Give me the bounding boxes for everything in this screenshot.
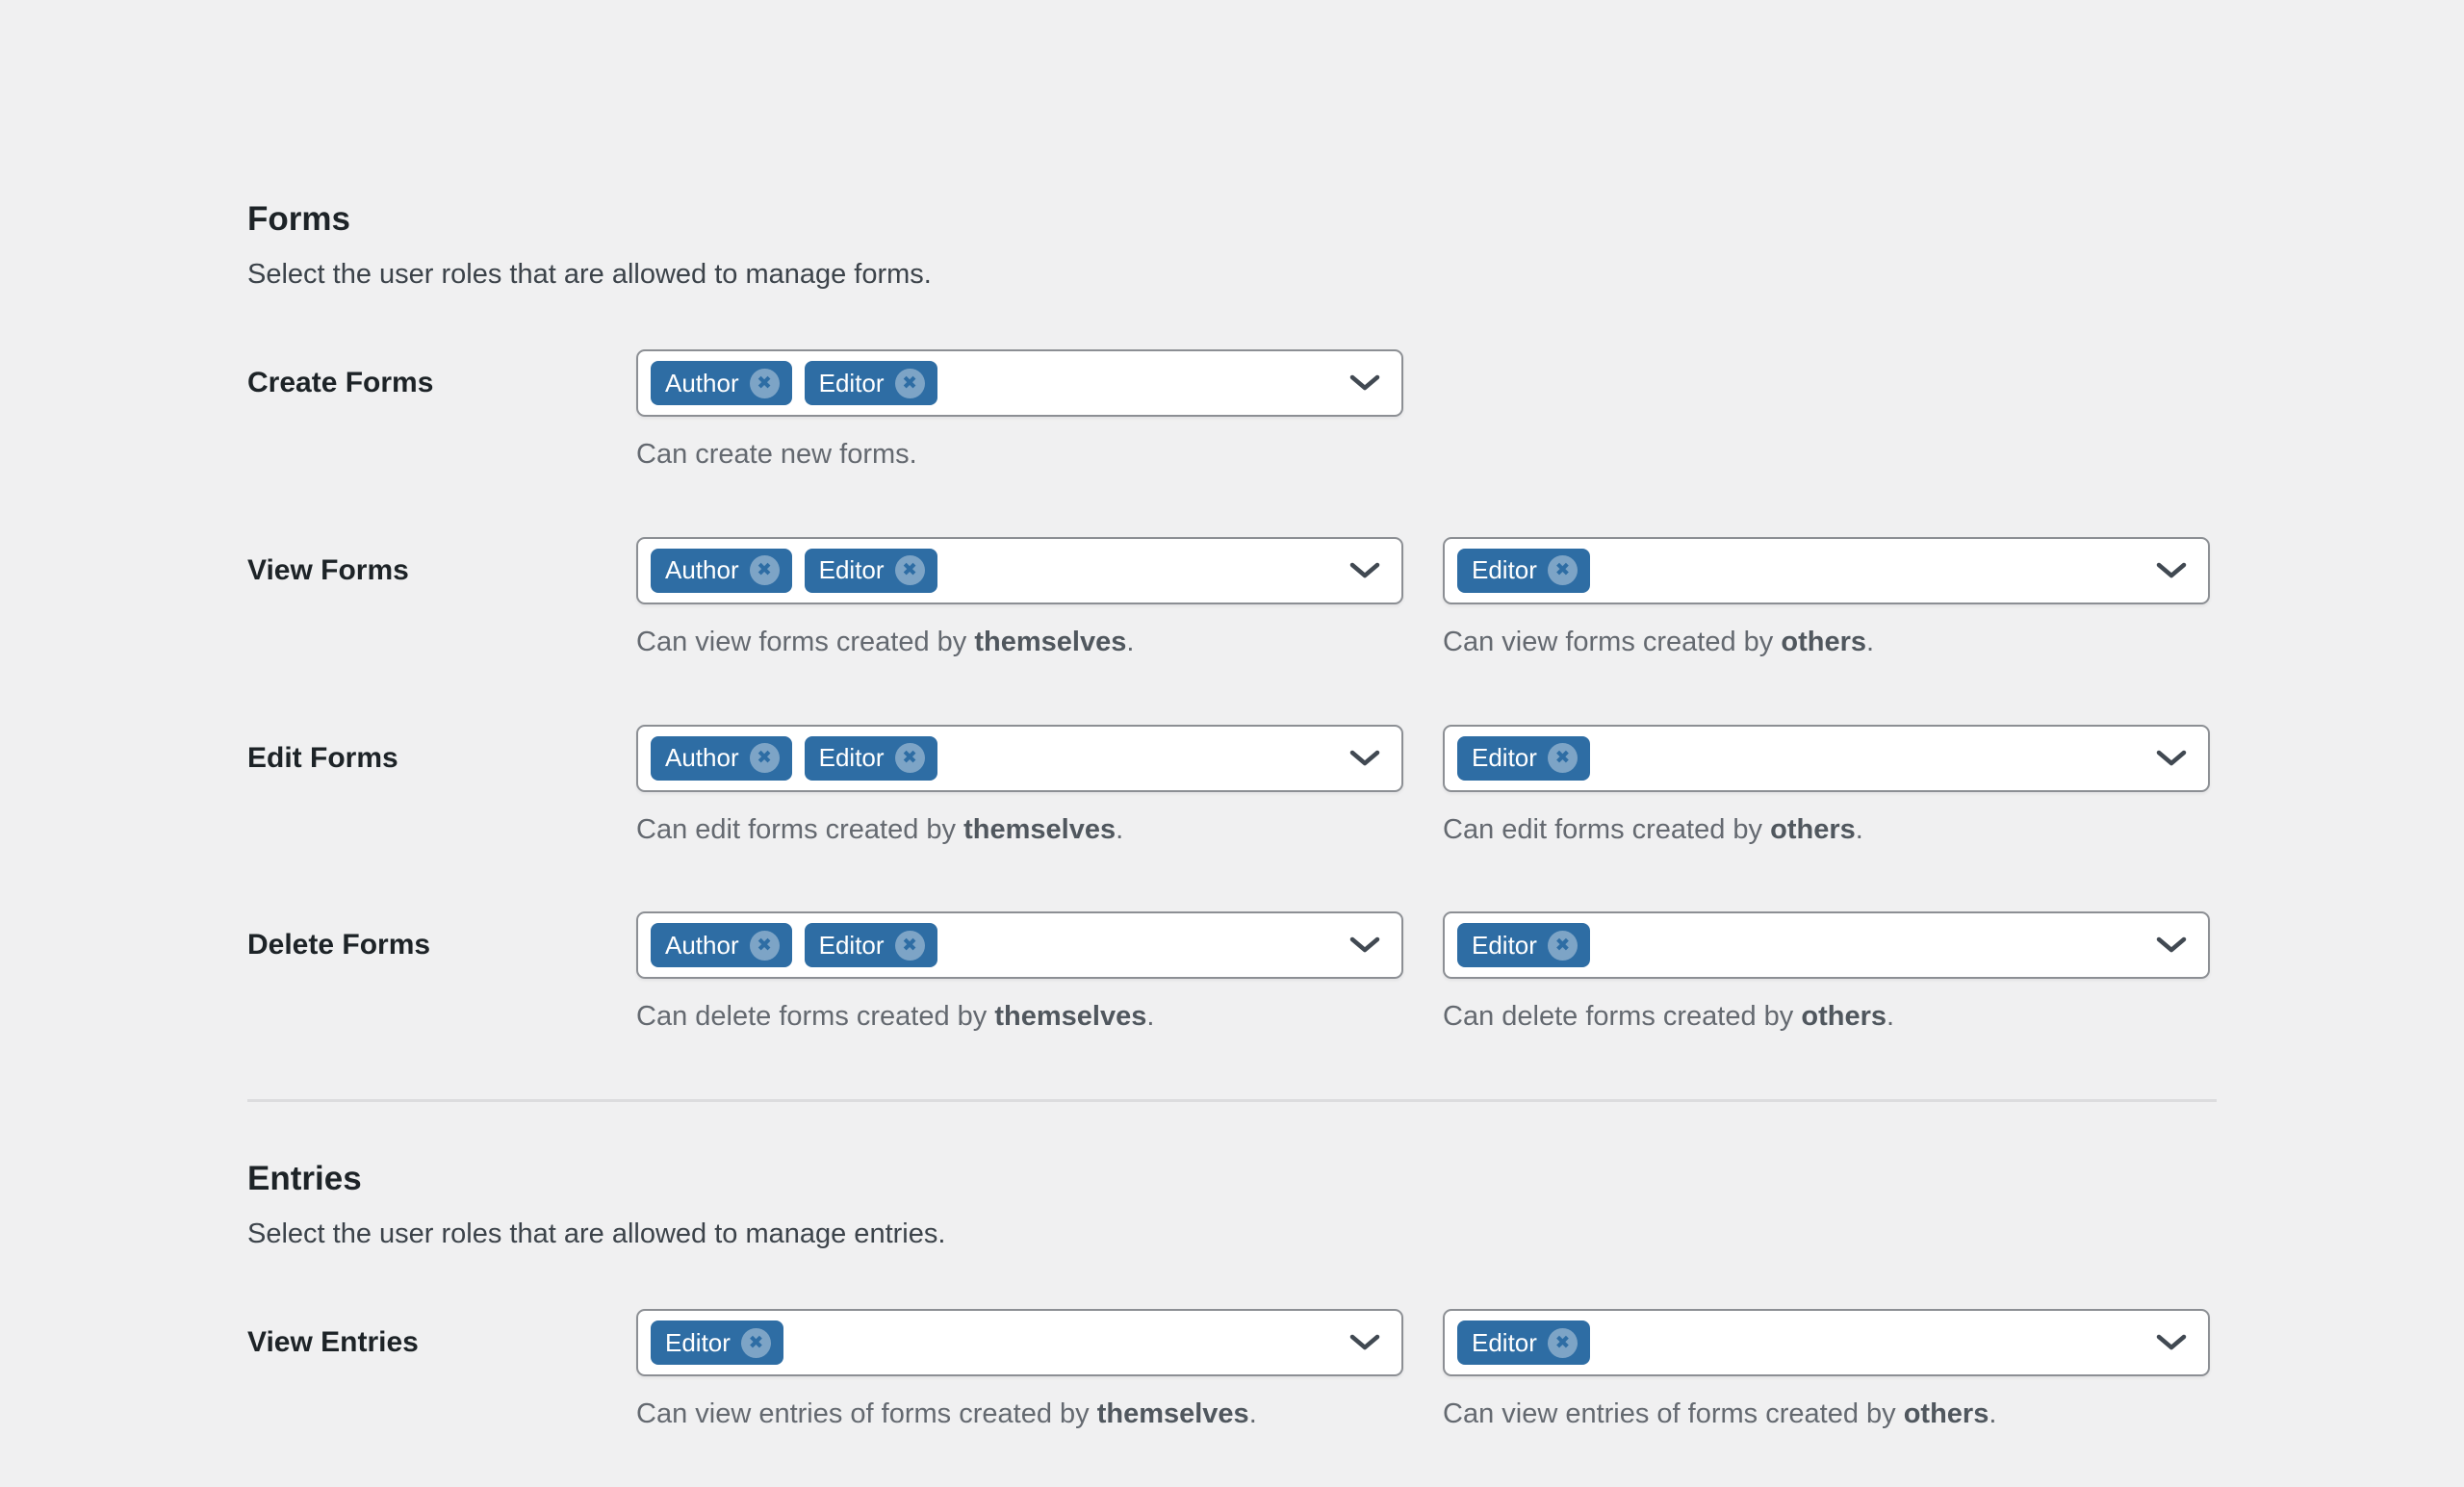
section-entries (247, 1158, 2217, 1431)
role-tag-label: Editor (818, 368, 885, 397)
role-tag (805, 923, 937, 967)
remove-tag-icon[interactable]: ✖ (895, 931, 925, 961)
helper-text: Can view entries of forms created by themselves. (636, 1398, 1257, 1430)
role-tag-label: Editor (1472, 930, 1537, 960)
remove-tag-icon[interactable]: ✖ (750, 931, 780, 961)
role-tag-label: Editor (818, 555, 885, 585)
permission-field-self (636, 725, 1403, 847)
create-forms-roles-select[interactable] (636, 349, 1403, 417)
chevron-down-icon[interactable] (2156, 1334, 2187, 1351)
permission-field-self (636, 911, 1403, 1034)
section-divider (247, 1099, 2217, 1102)
role-tag-label: Author (665, 743, 739, 773)
remove-tag-icon[interactable]: ✖ (1548, 743, 1578, 773)
setting-label-view-entries: View Entries (247, 1326, 419, 1359)
chevron-down-icon[interactable] (1349, 562, 1380, 579)
role-tag (805, 736, 937, 781)
row-fields (636, 537, 2210, 659)
view-forms-others-roles-select[interactable] (1443, 537, 2210, 604)
setting-row-view-entries (247, 1309, 2217, 1431)
remove-tag-icon[interactable]: ✖ (1548, 1328, 1578, 1358)
remove-tag-icon[interactable]: ✖ (895, 369, 925, 398)
helper-text: Can view forms created by themselves. (636, 626, 1135, 657)
remove-tag-icon[interactable]: ✖ (895, 555, 925, 585)
chevron-down-icon[interactable] (1349, 750, 1380, 767)
chevron-down-icon[interactable] (2156, 750, 2187, 767)
chevron-down-icon[interactable] (2156, 936, 2187, 954)
role-tag (1457, 736, 1590, 781)
section-subtitle-entries: Select the user roles that are allowed to manage entries. (247, 1218, 946, 1249)
view-entries-own-roles-select[interactable] (636, 1309, 1403, 1376)
chevron-down-icon[interactable] (2156, 562, 2187, 579)
remove-tag-icon[interactable]: ✖ (1548, 931, 1578, 961)
helper-text: Can view forms created by others. (1443, 626, 1875, 657)
setting-label-edit-forms: Edit Forms (247, 741, 398, 774)
permission-field-self (636, 537, 1403, 659)
row-fields (636, 911, 2210, 1034)
role-tag (1457, 923, 1590, 967)
role-tag (805, 361, 937, 405)
section-title-forms: Forms (247, 200, 350, 238)
row-fields (636, 349, 1403, 472)
role-tag-label: Editor (1472, 743, 1537, 773)
chevron-down-icon[interactable] (1349, 1334, 1380, 1351)
role-tag (1457, 1320, 1590, 1365)
role-tag-label: Editor (818, 930, 885, 960)
chevron-down-icon[interactable] (1349, 374, 1380, 392)
chevron-down-icon[interactable] (1349, 936, 1380, 954)
edit-forms-own-roles-select[interactable] (636, 725, 1403, 792)
helper-text: Can delete forms created by others. (1443, 1001, 1895, 1033)
section-title-entries: Entries (247, 1160, 362, 1198)
role-tag (651, 1320, 783, 1365)
role-tag-label: Author (665, 555, 739, 585)
permission-field-others (1443, 725, 2210, 847)
role-tag (651, 923, 792, 967)
setting-row-view-forms (247, 537, 2217, 659)
permission-field-self (636, 349, 1403, 472)
permission-field-others (1443, 911, 2210, 1034)
view-entries-others-roles-select[interactable] (1443, 1309, 2210, 1376)
role-tag-label: Editor (665, 1327, 731, 1357)
setting-label-view-forms: View Forms (247, 553, 409, 586)
helper-text: Can edit forms created by others. (1443, 813, 1863, 845)
delete-forms-own-roles-select[interactable] (636, 911, 1403, 979)
remove-tag-icon[interactable]: ✖ (1548, 555, 1578, 585)
setting-row-edit-forms (247, 725, 2217, 847)
helper-text: Can create new forms. (636, 439, 917, 470)
row-fields (636, 725, 2210, 847)
role-tag (1457, 549, 1590, 593)
section-subtitle-forms: Select the user roles that are allowed to manage forms. (247, 258, 932, 290)
remove-tag-icon[interactable]: ✖ (895, 743, 925, 773)
role-tag (651, 361, 792, 405)
permission-field-others (1443, 537, 2210, 659)
role-tag (651, 736, 792, 781)
setting-row-delete-forms (247, 911, 2217, 1034)
permission-field-others (1443, 1309, 2210, 1431)
view-forms-own-roles-select[interactable] (636, 537, 1403, 604)
setting-label-delete-forms: Delete Forms (247, 929, 431, 961)
helper-text: Can delete forms created by themselves. (636, 1001, 1155, 1033)
delete-forms-others-roles-select[interactable] (1443, 911, 2210, 979)
setting-label-create-forms: Create Forms (247, 367, 434, 398)
helper-text: Can view entries of forms created by others. (1443, 1398, 1997, 1430)
permission-field-self (636, 1309, 1403, 1431)
remove-tag-icon[interactable]: ✖ (750, 743, 780, 773)
row-fields (636, 1309, 2210, 1431)
remove-tag-icon[interactable]: ✖ (741, 1328, 771, 1358)
remove-tag-icon[interactable]: ✖ (750, 555, 780, 585)
role-tag-label: Editor (818, 743, 885, 773)
role-tag (651, 549, 792, 593)
role-tag (805, 549, 937, 593)
section-forms (247, 198, 2217, 1034)
role-tag-label: Editor (1472, 1327, 1537, 1357)
role-tag-label: Author (665, 930, 739, 960)
helper-text: Can edit forms created by themselves. (636, 813, 1124, 845)
role-tag-label: Editor (1472, 555, 1537, 585)
role-tag-label: Author (665, 368, 739, 397)
remove-tag-icon[interactable]: ✖ (750, 369, 780, 398)
setting-row-create-forms (247, 349, 2217, 472)
edit-forms-others-roles-select[interactable] (1443, 725, 2210, 792)
